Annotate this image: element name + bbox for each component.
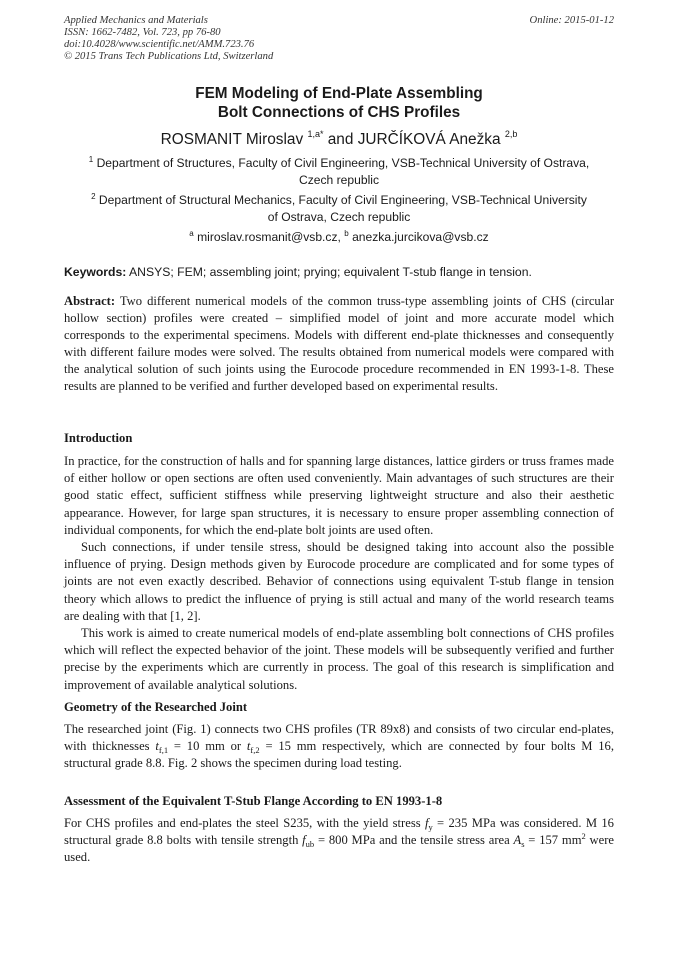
affiliation-1 [64,155,614,189]
affiliation-1-line-1: Department of Structures, Faculty of Civil Engineering, VSB-Technical University of Ostrava, [96,156,590,170]
tf1-subscript: f,1 [158,745,169,756]
assessment-text-5: were used. [64,833,614,865]
title-line-1: FEM Modeling of End-Plate Assembling [195,85,483,102]
email-b-marker: b [344,229,349,238]
assessment-text-3: = 800 MPa and the tensile stress area [314,833,514,848]
journal-doi: doi:10.4028/www.scientific.net/AMM.723.76 [64,39,255,50]
fy-subscript: y [428,822,433,832]
author-2: JURČÍKOVÁ Anežka [357,131,501,148]
journal-header [64,15,614,63]
geometry-text-3: = 15 mm respectively, which are connected by four bolts M 16, structural grade 8.8. Fig. 2 shows the specimen during load testing. [64,739,614,771]
keywords-label: Keywords: [64,265,127,279]
geometry-text-1: The researched joint (Fig. 1) connects two CHS profiles (TR 89x8) and consists of two circular end-plates, with thicknesses [64,722,614,754]
affiliation-2-line-2: of Ostrava, Czech republic [267,210,411,224]
affiliation-1-marker: 1 [88,155,94,164]
as-symbol: A [513,833,522,848]
paper-title [40,84,638,122]
geometry-heading: Geometry of the Researched Joint [64,700,248,714]
geometry-body [64,721,614,773]
affiliation-2 [64,192,614,226]
fub-subscript: ub [305,839,315,850]
affiliation-2-marker: 2 [91,192,96,201]
author-conjunction: and [327,131,354,148]
fub-symbol: f [302,833,306,848]
fy-symbol: f [424,816,429,830]
tf2-symbol: t [246,739,251,754]
author-1: ROSMANIT Miroslav [160,131,304,148]
keywords [64,264,624,280]
email-a-marker: a [189,229,194,238]
abstract-text: Two different numerical models of the common truss-type assembling joints of CHS (circular hollow section) profiles were created – simplified model of joint and more accurate model which corresponds to the experimental specimens. Models with different end-plate thicknesses and consequently with different failure modes were solved. The results obtained from numerical models were compared with the analytical solution of such joints using the Eurocode procedure recommended in EN 1993-1-8. These results are planned to be verified and further developed based on experimental results. [64,294,615,393]
author-2-marker: 2,b [504,129,518,139]
geometry-paragraph [64,721,614,773]
assessment-text-2: = 235 MPa was considered. M 16 structural grade 8.8 bolts with tensile strength [64,816,614,848]
introduction-paragraph-2: Such connections, if under tensile stress, should be designed taking into account also the possible influence of prying. Design methods given by Eurocode procedure are complicated and for some types of joints are not even exactly described. Behavior of connections using equivalent T-stub flange in tension theory which allows to predict the influence of prying is still actual and many of the world research teams are dealing with that [1, 2]. [64,540,614,623]
affiliation-1-line-2: Czech republic [299,173,379,187]
journal-copyright: © 2015 Trans Tech Publications Ltd, Switzerland [64,51,274,62]
introduction-body [64,453,614,694]
mm2-superscript: 2 [581,831,586,842]
author-emails [64,229,614,246]
assessment-heading: Assessment of the Equivalent T-Stub Flange According to EN 1993-1-8 [64,794,443,808]
author-1-marker: 1,a* [307,129,324,139]
journal-issn: ISSN: 1662-7482, Vol. 723, pp 76-80 [64,27,221,38]
author-list [40,130,638,149]
abstract [64,293,614,395]
tf2-subscript: f,2 [250,745,260,756]
geometry-text-2: = 10 mm or [168,739,247,754]
keywords-text: ANSYS; FEM; assembling joint; prying; equivalent T-stub flange in tension. [129,265,532,279]
tf1-symbol: t [155,739,159,754]
online-date: Online: 2015-01-12 [529,15,614,26]
email-b[interactable]: anezka.jurcikova@vsb.cz [352,230,489,244]
introduction-heading: Introduction [64,431,133,445]
assessment-body [64,815,614,867]
introduction-paragraph-3: This work is aimed to create numerical models of end-plate assembling bolt connections of CHS profiles which will reflect the expected behavior of the joint. These models will be subsequently verified and further precise by the experiments which are currently in process. The goal of this research is simplification and improvement of available analytical solutions. [64,626,614,692]
journal-name: Applied Mechanics and Materials [64,15,208,26]
affiliation-2-line-1: Department of Structural Mechanics, Faculty of Civil Engineering, VSB-Technical University [98,193,587,207]
title-line-2: Bolt Connections of CHS Profiles [217,104,461,121]
assessment-paragraph [64,815,614,867]
assessment-text-4: = 157 mm [524,833,582,848]
introduction-paragraph-1: In practice, for the construction of halls and for spanning large distances, lattice girders or truss frames made of either hollow or open sections are often used conveniently. Main advantages of such structures are their good static effect, sufficient stiffness while preserving lightweight structure and also their aesthetic appearance. However, for large span structures, it is necessary to ensure proper assembling connection of individual components, for which the end-plate bolt joints are used often. [64,454,614,537]
assessment-text-1: For CHS profiles and end-plates the steel S235, with the yield stress [64,816,425,830]
email-a[interactable]: miroslav.rosmanit@vsb.cz, [197,230,341,244]
as-subscript: s [521,839,525,850]
abstract-label: Abstract: [64,294,116,308]
